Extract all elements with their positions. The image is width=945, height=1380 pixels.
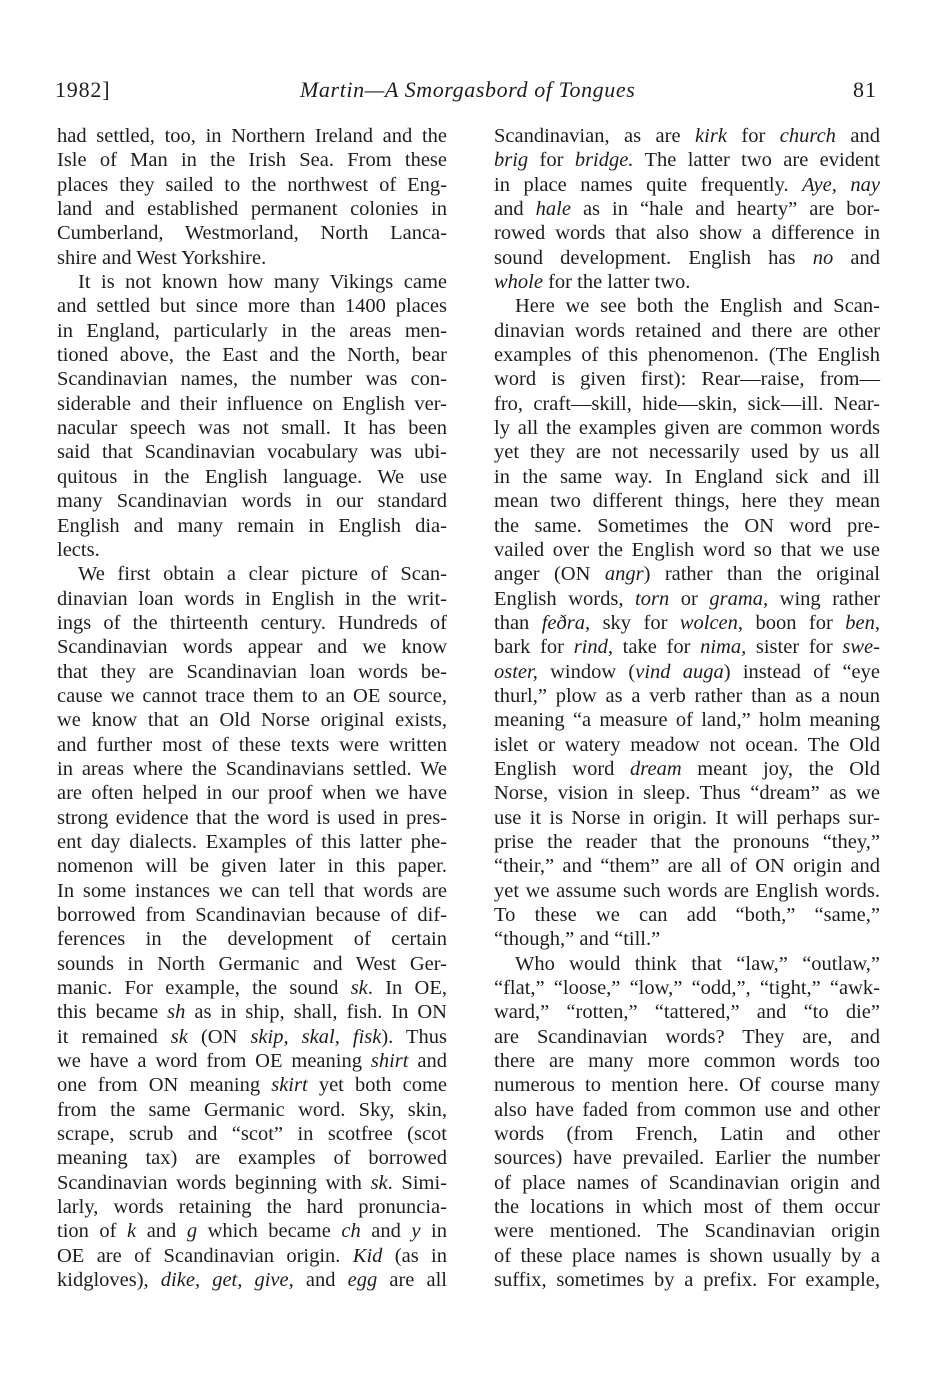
text-line: dinavian words retained and there are other	[494, 319, 880, 342]
italic-term: dream	[630, 757, 682, 780]
text-line: Scandinavian words beginning with sk. Simi-	[57, 1171, 447, 1194]
italic-term: egg	[347, 1269, 378, 1292]
italic-term: angr	[604, 563, 644, 586]
text-line: It is not known how many Vikings came	[78, 271, 447, 294]
paragraph	[494, 952, 880, 1293]
paragraph	[57, 124, 447, 270]
text-line: vailed over the English word so that we use	[494, 538, 880, 561]
text-line: cause we cannot trace them to an OE source,	[57, 684, 447, 707]
text-line: we have a word from OE meaning shirt and	[57, 1050, 447, 1073]
italic-term: torn	[635, 587, 670, 610]
text-line: numerous to mention here. Of course many	[494, 1074, 880, 1097]
text-line: nacular speech was not small. It has been	[57, 417, 447, 440]
text-line: dinavian loan words in English in the writ-	[57, 587, 447, 610]
text-line: also have faded from common use and other	[494, 1098, 880, 1121]
text-line: than feðra, sky for wolcen, boon for ben,	[494, 611, 880, 634]
text-line: from the same Germanic word. Sky, skin,	[57, 1098, 447, 1121]
text-line: places they sailed to the northwest of Eng-	[57, 173, 447, 196]
italic-term: nima,	[700, 636, 747, 659]
text-line: siderable and their influence on English ver-	[57, 392, 447, 415]
italic-term: shirt	[370, 1050, 409, 1073]
text-line: ings of the thirteenth century. Hundreds of	[57, 611, 447, 634]
italic-term: church	[779, 125, 836, 147]
italic-term: sk	[350, 977, 368, 1000]
text-line: islet or watery meadow not ocean. The Old	[494, 733, 880, 756]
text-line: word is given first): Rear—raise, from—	[494, 368, 880, 391]
text-line: “flat,” “loose,” “low,” “odd,”, “tight,” “awk-	[494, 977, 880, 1000]
text-line: and hale as in “hale and hearty” are bor-	[494, 198, 880, 221]
text-line: said that Scandinavian vocabulary was ubi-	[57, 441, 447, 464]
text-line: are Scandinavian words? They are, and	[494, 1025, 880, 1048]
text-line: land and established permanent colonies in	[57, 198, 447, 221]
text-line: yet they are not necessarily used by us all	[494, 441, 880, 464]
text-line: larly, words retaining the hard pronuncia-	[57, 1196, 447, 1219]
text-line: ly all the examples given are common words	[494, 417, 880, 440]
text-line: Here we see both the English and Scan-	[515, 295, 880, 318]
italic-term: Kid	[352, 1244, 383, 1267]
text-line: the same. Sometimes the ON word pre-	[494, 514, 880, 537]
text-line: had settled, too, in Northern Ireland and the	[57, 125, 447, 147]
text-line: ent day dialects. Examples of this latter phe-	[57, 830, 447, 853]
text-line: scrape, scrub and “scot” in scotfree (scot	[57, 1123, 447, 1146]
text-line: of place names of Scandinavian origin and	[494, 1171, 880, 1194]
text-line: the locations in which most of them occur	[494, 1196, 880, 1219]
text-line: in place names quite frequently. Aye, nay	[494, 173, 880, 196]
left-text-column	[57, 124, 447, 1293]
italic-term: Aye, nay	[802, 173, 880, 196]
text-line: sound development. English has no and	[494, 246, 880, 269]
italic-term: whole	[494, 271, 543, 294]
text-line: Isle of Man in the Irish Sea. From these	[57, 149, 447, 172]
italic-term: wolcen,	[679, 611, 744, 634]
text-line: English and many remain in English dia-	[57, 514, 447, 537]
text-line: we know that an Old Norse original exists,	[57, 709, 447, 732]
text-line: Cumberland, Westmorland, North Lanca-	[57, 222, 447, 245]
text-line: anger (ON angr) rather than the original	[494, 563, 880, 586]
italic-term: bridge.	[574, 149, 634, 172]
text-line: Scandinavian names, the number was con-	[57, 368, 447, 391]
italic-term: kirk	[695, 125, 727, 147]
text-line: In some instances we can tell that words are	[57, 879, 447, 902]
text-line: strong evidence that the word is used in pres-	[57, 806, 447, 829]
text-line: one from ON meaning skirt yet both come	[57, 1074, 447, 1097]
italic-term: skirt	[271, 1074, 308, 1097]
italic-term: no	[812, 246, 834, 269]
text-line: yet we assume such words are English words.	[494, 879, 880, 902]
text-line: in areas where the Scandinavians settled. We	[57, 757, 447, 780]
italic-term: feðra,	[541, 611, 591, 634]
text-line: shire and West Yorkshire.	[57, 246, 267, 269]
text-line: We first obtain a clear picture of Scan-	[78, 563, 447, 586]
italic-term: dike, get, give,	[160, 1269, 294, 1292]
page-number: 81	[853, 77, 877, 102]
italic-term: swe-	[842, 636, 880, 659]
italic-term: sh	[167, 1001, 186, 1024]
italic-term: ch	[341, 1220, 361, 1243]
text-line: sounds in North Germanic and West Ger-	[57, 952, 447, 975]
text-line: thurl,” plow as a verb rather than as a noun	[494, 684, 880, 707]
text-line: brig for bridge. The latter two are evident	[494, 149, 880, 172]
text-line: ward,” “rotten,” “tattered,” and “to die”	[494, 1001, 880, 1024]
right-text-column	[494, 124, 880, 1293]
paragraph	[57, 562, 447, 1292]
text-line: “though,” and “till.”	[494, 928, 661, 951]
text-line: prise the reader that the pronouns “they,”	[494, 830, 880, 853]
italic-term: y	[411, 1220, 421, 1243]
text-line: words (from French, Latin and other	[494, 1123, 880, 1146]
paragraph	[494, 294, 880, 951]
text-line: and further most of these texts were written	[57, 733, 447, 756]
text-line: use it is Norse in origin. It will perhaps sur-	[494, 806, 880, 829]
text-line: many Scandinavian words in our standard	[57, 490, 447, 513]
text-line: Scandinavian, as are kirk for church and	[494, 125, 880, 147]
text-line: tion of k and g which became ch and y in	[57, 1220, 447, 1243]
text-line: ferences in the development of certain	[57, 928, 447, 951]
italic-term: oster,	[494, 660, 538, 683]
text-line: sources) have prevailed. Earlier the number	[494, 1147, 880, 1170]
text-line: tioned above, the East and the North, bear	[57, 344, 447, 367]
running-title: Martin—A Smorgasbord of Tongues	[300, 77, 636, 102]
text-line: in the same way. In England sick and ill	[494, 465, 880, 488]
text-line: Norse, vision in sleep. Thus “dream” as we	[494, 782, 880, 805]
text-line: oster, window (vind auga) instead of “eye	[494, 660, 880, 683]
text-line: Scandinavian words appear and we know	[57, 636, 447, 659]
italic-term: g	[186, 1220, 198, 1243]
paragraph	[494, 124, 880, 294]
italic-term: rind,	[573, 636, 613, 659]
text-line: suffix, sometimes by a prefix. For example,	[494, 1269, 880, 1292]
text-line: whole for the latter two.	[494, 271, 691, 294]
italic-term: grama,	[709, 587, 769, 610]
text-line: examples of this phenomenon. (The English	[494, 344, 880, 367]
text-line: meaning “a measure of land,” holm meaning	[494, 709, 880, 732]
text-line: manic. For example, the sound sk. In OE,	[57, 977, 448, 1000]
text-line: of these place names is shown usually by a	[494, 1244, 880, 1267]
text-line: are often helped in our proof when we have	[57, 782, 447, 805]
text-line: rowed words that also show a difference in	[494, 222, 880, 245]
text-line: in England, particularly in the areas men-	[57, 319, 447, 342]
volume-year: 1982]	[55, 77, 111, 102]
text-line: and settled but since more than 1400 places	[57, 295, 447, 318]
italic-term: skip, skal, fisk	[250, 1025, 382, 1048]
italic-term: hale	[535, 198, 571, 221]
paragraph	[57, 270, 447, 562]
text-line: nomenon will be given later in this paper.	[57, 855, 447, 878]
text-line: meaning tax) are examples of borrowed	[57, 1147, 447, 1170]
text-line: borrowed from Scandinavian because of dif-	[57, 904, 447, 926]
text-line: English words, torn or grama, wing rather	[494, 587, 881, 610]
text-line: quitous in the English language. We use	[57, 465, 447, 488]
italic-term: ben,	[845, 611, 880, 634]
italic-term: vind auga	[635, 660, 724, 683]
italic-term: k	[127, 1220, 137, 1243]
text-line: bark for rind, take for nima, sister for swe-	[494, 636, 880, 659]
text-line: English word dream meant joy, the Old	[494, 757, 880, 780]
text-line: this became sh as in ship, shall, fish. In ON	[57, 1001, 447, 1024]
text-line: it remained sk (ON skip, skal, fisk). Thus	[57, 1025, 448, 1048]
text-line: kidgloves), dike, get, give, and egg are all	[57, 1269, 447, 1292]
text-line: OE are of Scandinavian origin. Kid (as in	[57, 1244, 447, 1267]
text-line: there are many more common words too	[494, 1050, 880, 1073]
text-line: mean two different things, here they mean	[494, 490, 880, 513]
text-line: that they are Scandinavian loan words be-	[57, 660, 447, 683]
italic-term: brig	[494, 149, 529, 172]
text-line: lects.	[57, 538, 100, 561]
text-line: Who would think that “law,” “outlaw,”	[515, 952, 880, 975]
text-line: To these we can add “both,” “same,”	[494, 904, 880, 926]
italic-term: sk	[170, 1025, 188, 1048]
italic-term: sk	[370, 1171, 388, 1194]
text-line: were mentioned. The Scandinavian origin	[494, 1220, 880, 1243]
text-line: “their,” and “them” are all of ON origin and	[494, 855, 880, 878]
text-line: fro, craft—skill, hide—skin, sick—ill. Near-	[494, 392, 880, 415]
